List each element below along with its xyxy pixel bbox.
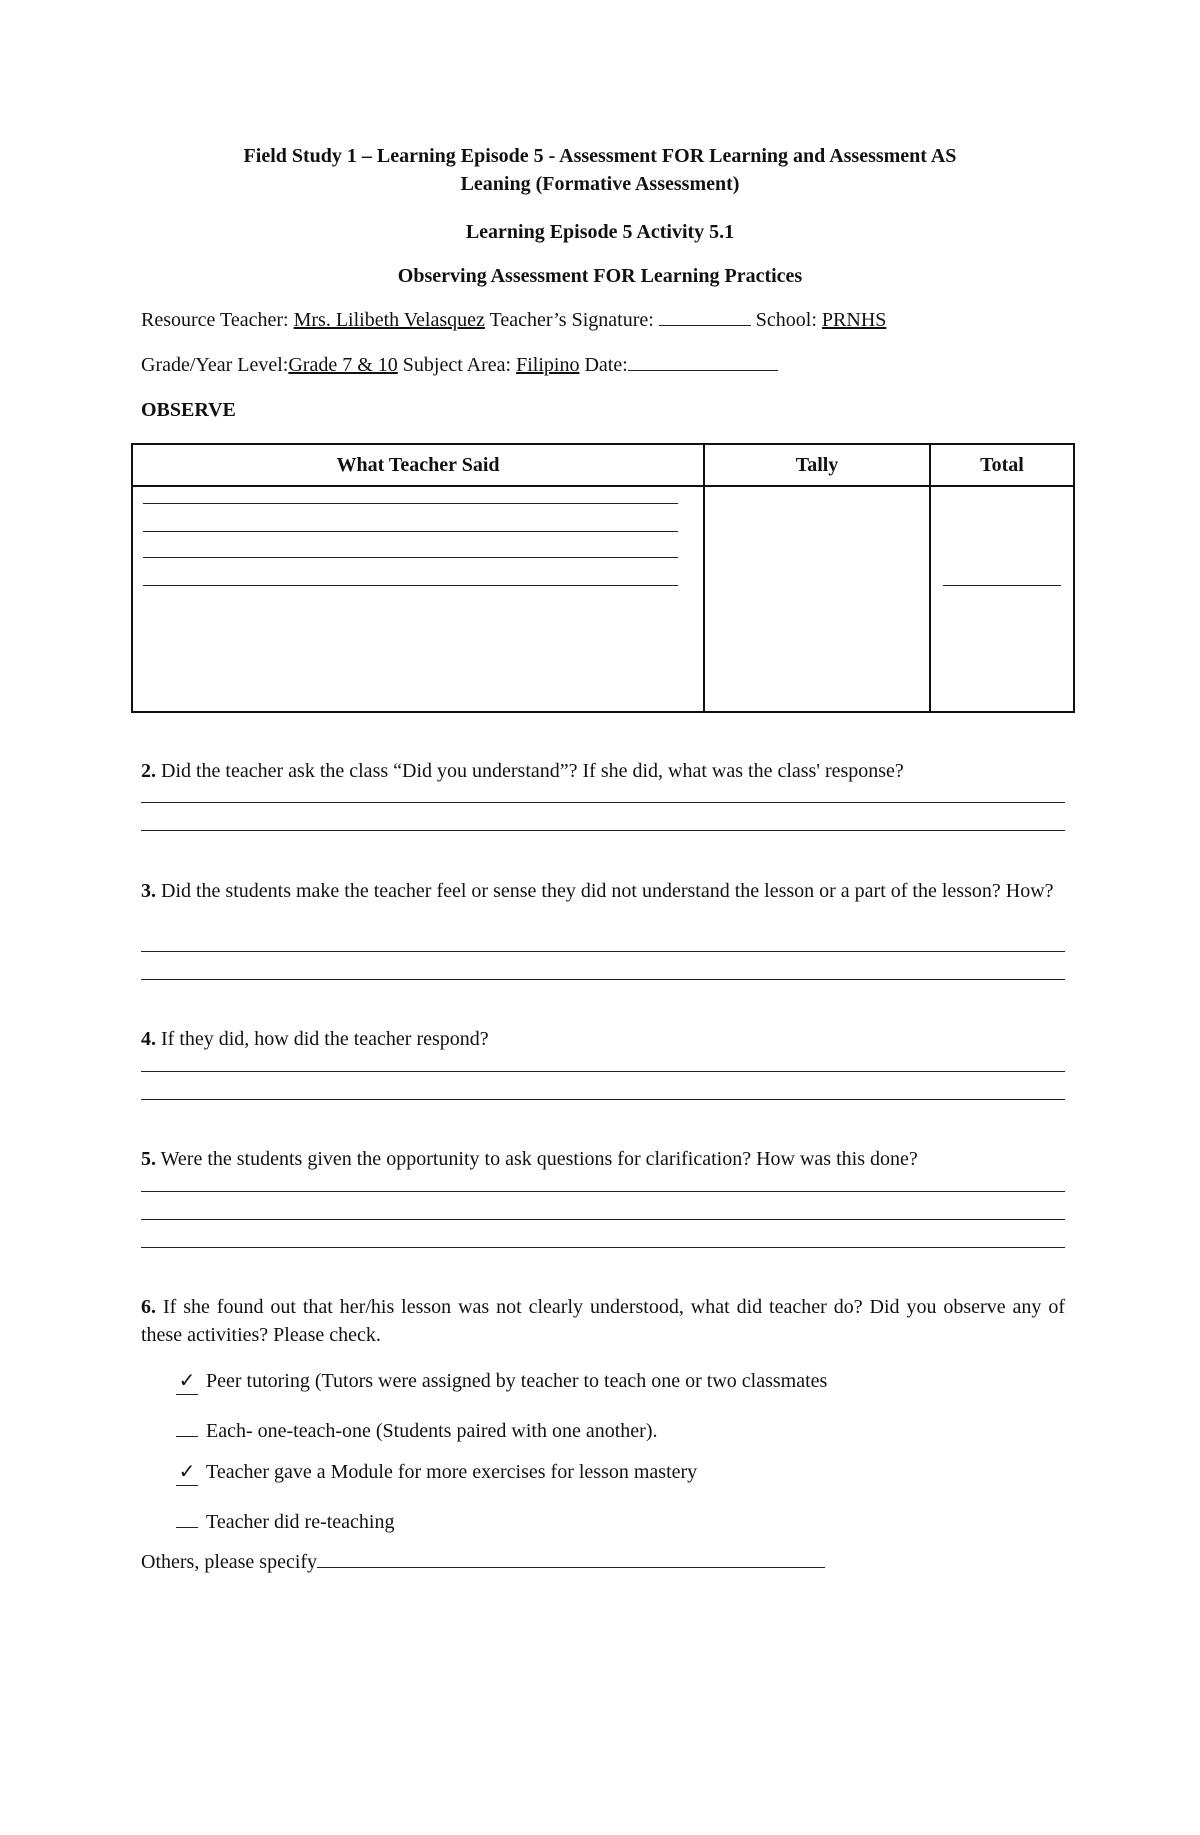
checkbox[interactable] xyxy=(176,1412,198,1437)
col-total: Total xyxy=(930,444,1074,486)
others-line xyxy=(141,1548,825,1576)
question-number: 2. xyxy=(141,760,156,782)
title-line-2: Leaning (Formative Assessment) xyxy=(460,173,740,195)
grade-value: Grade 7 & 10 xyxy=(288,354,398,376)
answer-line[interactable] xyxy=(141,830,1065,831)
answer-line[interactable] xyxy=(141,802,1065,803)
date-label: Date: xyxy=(584,354,628,376)
teacher-info-line xyxy=(141,306,886,334)
answer-line xyxy=(143,585,678,586)
resource-teacher-value: Mrs. Lilibeth Velasquez xyxy=(293,309,485,331)
checklist-label: Each- one-teach-one (Students paired with one another). xyxy=(206,1420,658,1442)
title-line-1: Field Study 1 – Learning Episode 5 - Assessment FOR Learning and Assessment AS xyxy=(243,145,957,167)
question-text: Did the students make the teacher feel or sense they did not understand the lesson or a part of the lesson? How? xyxy=(161,880,1054,902)
answer-line[interactable] xyxy=(141,1219,1065,1220)
col-what-teacher-said: What Teacher Said xyxy=(132,444,704,486)
date-field[interactable] xyxy=(628,352,778,371)
checklist-label: Teacher did re-teaching xyxy=(206,1511,395,1533)
question-5 xyxy=(141,1145,1065,1173)
question-number: 3. xyxy=(141,880,156,902)
answer-line[interactable] xyxy=(141,1099,1065,1100)
question-text: Did the teacher ask the class “Did you understand”? If she did, what was the class' response? xyxy=(161,760,904,782)
answer-line xyxy=(143,503,678,504)
checkbox[interactable]: ✓ xyxy=(176,1370,198,1395)
checklist-item xyxy=(176,1412,657,1445)
answer-line xyxy=(143,557,678,558)
grade-label: Grade/Year Level: xyxy=(141,354,289,376)
checklist-item xyxy=(176,1503,395,1536)
table-row xyxy=(132,486,1074,712)
checkbox[interactable]: ✓ xyxy=(176,1461,198,1486)
question-3 xyxy=(141,877,1065,905)
answer-line[interactable] xyxy=(141,1071,1065,1072)
resource-teacher-label: Resource Teacher: xyxy=(141,309,289,331)
activity-heading: Learning Episode 5 Activity 5.1 xyxy=(465,221,735,243)
total-cell[interactable] xyxy=(930,486,1074,712)
school-value: PRNHS xyxy=(821,309,887,331)
col-tally: Tally xyxy=(704,444,930,486)
others-label: Others, please specify xyxy=(141,1551,318,1573)
observe-heading: OBSERVE xyxy=(141,399,236,421)
observation-table xyxy=(131,443,1075,713)
school-label: School: xyxy=(755,309,817,331)
answer-line[interactable] xyxy=(141,1191,1065,1192)
answer-line xyxy=(143,531,678,532)
question-text: If she found out that her/his lesson was not clearly understood, what did teacher do? Did you observe any of these activities? Please check. xyxy=(141,1296,1065,1346)
checklist-item xyxy=(176,1367,827,1395)
checklist-label: Peer tutoring (Tutors were assigned by teacher to teach one or two classmates xyxy=(206,1370,828,1392)
question-text: If they did, how did the teacher respond? xyxy=(161,1028,489,1050)
answer-line[interactable] xyxy=(141,979,1065,980)
question-text: Were the students given the opportunity to ask questions for clarification? How was this done? xyxy=(160,1148,918,1170)
checkbox[interactable] xyxy=(176,1503,198,1528)
subject-label: Subject Area: xyxy=(402,354,512,376)
question-number: 5. xyxy=(141,1148,156,1170)
what-teacher-said-cell[interactable] xyxy=(132,486,704,712)
checklist-label: Teacher gave a Module for more exercises for lesson mastery xyxy=(206,1461,698,1483)
document-title xyxy=(130,142,1070,198)
table-header-row xyxy=(132,444,1074,486)
answer-line[interactable] xyxy=(141,951,1065,952)
question-4 xyxy=(141,1025,1065,1053)
question-2 xyxy=(141,757,1065,785)
subject-value: Filipino xyxy=(516,354,580,376)
question-number: 4. xyxy=(141,1028,156,1050)
question-number: 6. xyxy=(141,1296,156,1318)
checklist-item xyxy=(176,1458,697,1486)
question-6 xyxy=(141,1293,1065,1349)
section-subtitle: Observing Assessment FOR Learning Practices xyxy=(397,265,803,287)
signature-label: Teacher’s Signature: xyxy=(489,309,654,331)
tally-cell[interactable] xyxy=(704,486,930,712)
answer-line[interactable] xyxy=(141,1247,1065,1248)
signature-field[interactable] xyxy=(659,307,751,326)
others-field[interactable] xyxy=(317,1549,825,1568)
total-line xyxy=(943,585,1061,586)
class-info-line xyxy=(141,351,778,379)
